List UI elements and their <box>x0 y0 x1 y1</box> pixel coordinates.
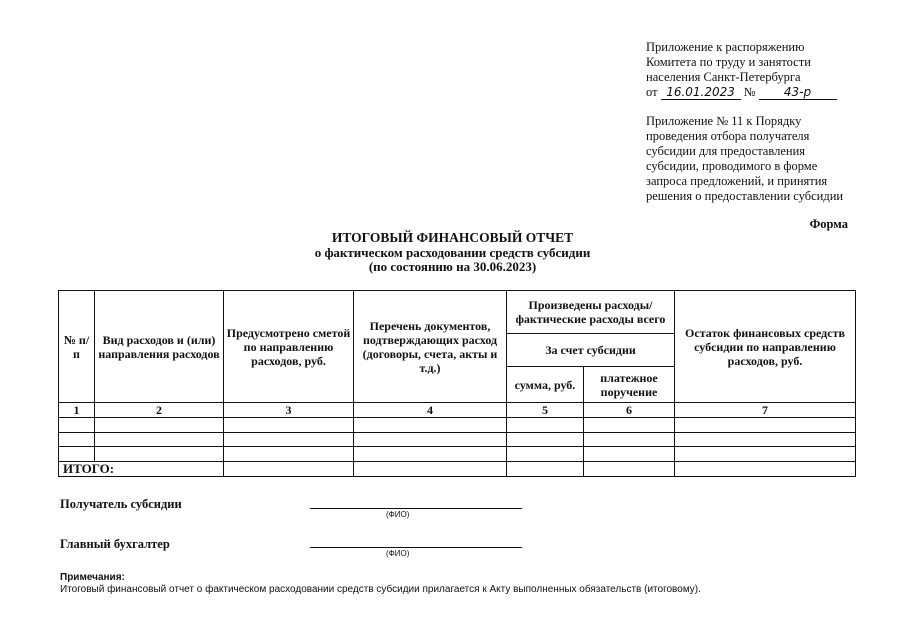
column-number-row <box>59 403 856 418</box>
table-cell <box>507 432 584 447</box>
handwritten-number: 43-р <box>759 86 837 100</box>
table-cell <box>95 418 224 433</box>
appendix-order-line: субсидии для предоставления <box>646 144 806 158</box>
header-planned: Предусмотрено сметой по направлению расходов, руб. <box>224 291 354 403</box>
table-cell <box>224 461 354 476</box>
accountant-label: Главный бухгалтер <box>60 537 170 551</box>
table-cell <box>675 461 856 476</box>
recipient-signature-line <box>310 497 522 509</box>
header-incurred: Произведены расходы/фактические расходы всего <box>507 291 675 334</box>
number-label: № <box>743 85 756 99</box>
table-cell <box>95 447 224 462</box>
appendix-order-line: решения о предоставлении субсидии <box>646 189 844 203</box>
table-cell <box>354 461 507 476</box>
header-payment-order: платежное поручение <box>584 367 675 403</box>
appendix-header <box>646 40 876 100</box>
table-cell <box>224 447 354 462</box>
total-row <box>59 461 856 476</box>
table-row <box>59 418 856 433</box>
accountant-caption: (ФИО) <box>386 549 410 558</box>
header-amount: сумма, руб. <box>507 367 584 403</box>
financial-report-table <box>58 290 856 477</box>
title-line-2: о фактическом расходовании средств субсидии <box>314 244 591 260</box>
table-cell <box>507 461 584 476</box>
table-cell <box>354 418 507 433</box>
table-cell <box>584 447 675 462</box>
column-number: 7 <box>675 403 856 418</box>
column-number: 4 <box>354 403 507 418</box>
header-balance: Остаток финансовых средств субсидии по направлению расходов, руб. <box>675 291 856 403</box>
notes-text: Итоговый финансовый отчет о фактическом расходовании средств субсидии прилагается к Акту выполненных обязательств (итоговому). <box>60 584 701 595</box>
form-label: Форма <box>809 217 848 231</box>
title-line-1: ИТОГОВЫЙ ФИНАНСОВЫЙ ОТЧЕТ <box>331 230 574 245</box>
table-cell <box>507 447 584 462</box>
column-number: 1 <box>59 403 95 418</box>
table-cell <box>675 432 856 447</box>
table-cell <box>675 447 856 462</box>
column-number: 5 <box>507 403 584 418</box>
header-num: № п/п <box>59 291 95 403</box>
appendix-line: Комитета по труду и занятости <box>646 55 811 69</box>
accountant-signature-line <box>310 536 522 548</box>
notes-title: Примечания: <box>60 572 125 583</box>
column-number: 2 <box>95 403 224 418</box>
from-label: от <box>646 85 658 99</box>
table-cell <box>675 418 856 433</box>
column-number: 3 <box>224 403 354 418</box>
handwritten-date: 16.01.2023 <box>661 86 741 100</box>
table-cell <box>59 432 95 447</box>
appendix-line: населения Санкт-Петербурга <box>646 70 801 84</box>
appendix-order-line: субсидии, проводимого в форме <box>646 159 818 173</box>
table-cell <box>224 418 354 433</box>
recipient-caption: (ФИО) <box>386 510 410 519</box>
total-label: ИТОГО: <box>59 461 224 476</box>
table-row <box>59 447 856 462</box>
header-expense-type: Вид расходов и (или) направления расходов <box>95 291 224 403</box>
table-cell <box>95 432 224 447</box>
appendix-order-line: проведения отбора получателя <box>646 129 810 143</box>
table-row <box>59 432 856 447</box>
table-cell <box>59 418 95 433</box>
table-cell <box>59 447 95 462</box>
table-cell <box>354 447 507 462</box>
table-cell <box>507 418 584 433</box>
table-cell <box>584 418 675 433</box>
recipient-label: Получатель субсидии <box>60 497 182 511</box>
appendix-date-line <box>646 85 876 100</box>
header-documents: Перечень документов, подтверждающих расход (договоры, счета, акты и т.д.) <box>354 291 507 403</box>
table-cell <box>584 432 675 447</box>
title-line-3: (по состоянию на 30.06.2023) <box>368 259 537 274</box>
table-cell <box>354 432 507 447</box>
column-number: 6 <box>584 403 675 418</box>
appendix-line: Приложение к распоряжению <box>646 40 805 54</box>
appendix-order-line: запроса предложений, и принятия <box>646 174 828 188</box>
table-cell <box>584 461 675 476</box>
appendix-order-line: Приложение № 11 к Порядку <box>646 114 802 128</box>
table-cell <box>224 432 354 447</box>
report-title <box>0 231 905 275</box>
header-subsidy-funds: За счет субсидии <box>507 334 675 367</box>
appendix-order <box>646 114 876 204</box>
